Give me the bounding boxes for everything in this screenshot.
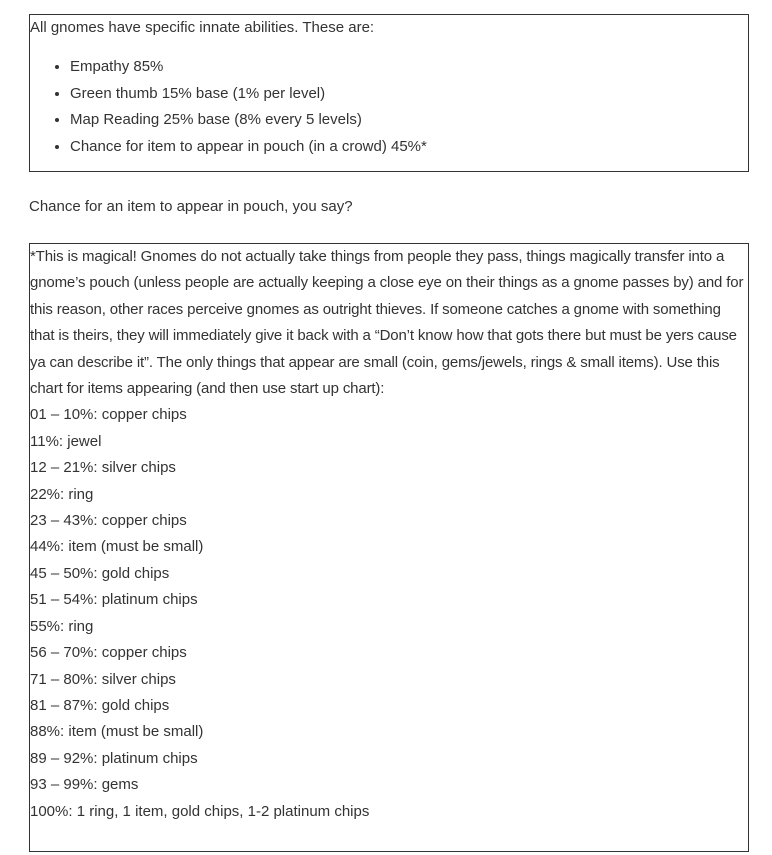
pouch-chart-row: 01 – 10%: copper chips [30,406,187,424]
abilities-box [29,14,749,172]
pouch-chart-row: 93 – 99%: gems [30,776,139,794]
pouch-chart [30,402,748,825]
ability-item: • Chance for item to appear in pouch (in a crowd) 45%* [70,134,748,160]
abilities-intro: All gnomes have specific innate abilities. These are: [30,19,375,36]
pouch-chart-row: 56 – 70%: copper chips [30,644,187,662]
pouch-chart-row: 44%: item (must be small) [30,538,204,556]
pouch-chart-row: 88%: item (must be small) [30,723,204,741]
pouch-chart-row: 11%: jewel [30,432,102,450]
pouch-chart-row: 12 – 21%: silver chips [30,459,176,477]
pouch-chart-row: 89 – 92%: platinum chips [30,749,198,767]
pouch-chart-row: 81 – 87%: gold chips [30,696,170,714]
pouch-question: Chance for an item to appear in pouch, you say? [29,198,353,215]
pouch-note-paragraph: *This is magical! Gnomes do not actually take things from people they pass, things magically transfer into a gnome’s pouch (unless people are actually keeping a close eye on their things as a gnome passes by) and for this reason, other races perceive gnomes as outright thieves. If someone catches a gnome with something that is theirs, they will immediately give it back with a “Don’t know how that gots there but must be yers cause ya can describe it”. The only things that appear are small (coin, gems/jewels, rings & small items). Use this chart for items appearing (and then use start up chart): [30,248,744,398]
abilities-list [30,54,748,160]
pouch-chart-row: 100%: 1 ring, 1 item, gold chips, 1-2 platinum chips [30,802,370,820]
ability-item: • Empathy 85% [70,54,748,80]
pouch-chart-row: 45 – 50%: gold chips [30,564,170,582]
pouch-chart-row: 55%: ring [30,617,94,635]
ability-item: • Map Reading 25% base (8% every 5 levels) [70,107,748,133]
pouch-chart-row: 71 – 80%: silver chips [30,670,176,688]
pouch-chart-row: 51 – 54%: platinum chips [30,591,198,609]
pouch-chart-row: 23 – 43%: copper chips [30,512,187,530]
ability-item: • Green thumb 15% base (1% per level) [70,81,748,107]
pouch-chart-row: 22%: ring [30,485,94,503]
pouch-note-box [29,243,749,852]
